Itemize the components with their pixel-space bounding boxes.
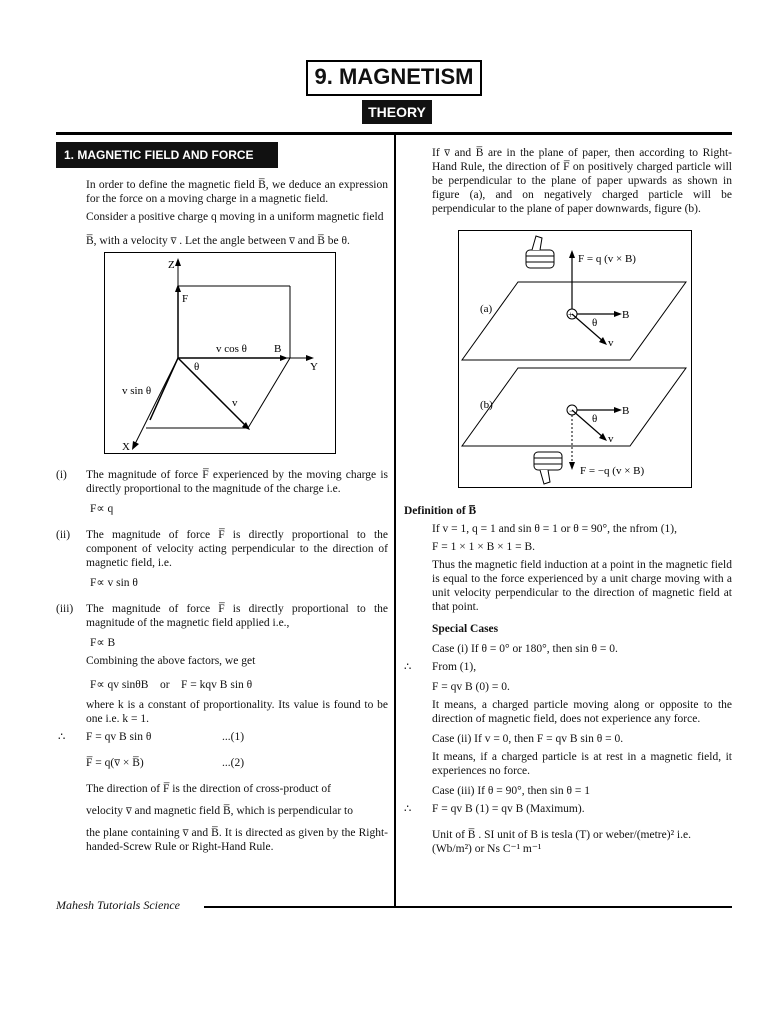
fig1-b-label: B (274, 343, 282, 355)
angle-text: B̅, with a velocity v̅ . Let the angle between v̅ and B̅ be θ. (86, 235, 350, 247)
fig2-theta-a: θ (592, 317, 598, 329)
item-i-text: The magnitude of force F̅ experienced by the moving charge is directly proportional to the magnitude of the charge i.e. (86, 469, 388, 495)
fig2-v-label-a: v (608, 337, 614, 349)
combine-text: Combining the above factors, we get (86, 655, 256, 667)
equation-1: F = qv B sin θ (86, 731, 152, 743)
fig2-b-label-a: B (622, 309, 630, 321)
combined-equation: F∝ qv sinθB or F = kqv B sin θ (90, 679, 253, 691)
item-ii-number: (ii) (56, 529, 71, 541)
case-1: Case (i) If θ = 0° or 180°, then sin θ = 0. (432, 643, 618, 655)
therefore-symbol-right: ∴ (404, 661, 412, 673)
therefore-symbol: ∴ (58, 731, 66, 743)
consider-text: Consider a positive charge q moving in a uniform magnetic field (86, 211, 384, 223)
intro-paragraph: In order to define the magnetic field B̅, we deduce an expression for the force on a moving charge in a magnetic field. (86, 179, 388, 205)
fig2-force-up-label: F = q (v × B) (578, 253, 636, 265)
fig2-theta-b: θ (592, 413, 598, 425)
force-vector-diagram (104, 252, 336, 454)
definition-line-2: F = 1 × 1 × B × 1 = B. (432, 541, 536, 553)
theory-label: THEORY (362, 100, 432, 124)
item-iii-equation: F∝ B (90, 637, 116, 649)
thumbs-down-icon (534, 452, 562, 484)
definition-paragraph: Thus the magnetic field induction at a point in the magnetic field is equal to the force experienced by a unit charge moving with a unit velocity perpendicular to the direction of magnetic field at that point. (432, 559, 732, 613)
item-ii-text: The magnitude of force F̅ is directly proportional to the component of velocity acting perpendicular to the direction of magnetic field, i.e. (86, 529, 388, 569)
item-i-number: (i) (56, 469, 67, 481)
k-constant-text: where k is a constant of proportionality. Its value is found to be one i.e. k = 1. (86, 699, 388, 725)
direction-line-1: The direction of F̅ is the direction of cross-product of (86, 783, 331, 795)
fig1-vcos-label: v cos θ (216, 343, 247, 355)
fig2-b-label: (b) (480, 399, 493, 411)
fig2-force-down-label: F = −q (v × B) (580, 465, 645, 477)
fig1-theta-label: θ (194, 361, 200, 373)
means-1-text: It means, a charged particle moving along or opposite to the direction of magnetic field, does not experience any force. (432, 699, 732, 725)
column-divider (394, 132, 396, 908)
direction-line-3: the plane containing v̅ and B̅. It is directed as given by the Right-handed-Screw Rule or Right-Hand Rule. (86, 827, 388, 853)
means-2-text: It means, if a charged particle is at rest in a magnetic field, it experiences no force. (432, 751, 732, 777)
section-heading: 1. MAGNETIC FIELD AND FORCE (56, 142, 278, 168)
fig2-minus-sign: − (569, 406, 575, 416)
fig1-x-label: X (122, 441, 130, 453)
equation-2: F̅ = q(v̅ × B̅) (86, 757, 144, 769)
fig1-v-label: v (232, 397, 238, 409)
fig1-f-label: F (182, 293, 189, 305)
item-i-equation: F∝ q (90, 503, 114, 515)
unit-text: Unit of B̅ . SI unit of B is tesla (T) or weber/(metre)² i.e. (Wb/m²) or Ns C⁻¹ m⁻¹ (432, 829, 691, 855)
from-1: From (1), (432, 661, 477, 673)
definition-line-1: If v = 1, q = 1 and sin θ = 1 or θ = 90°, the nfrom (1), (432, 523, 678, 535)
definition-heading: Definition of B̅ (404, 505, 477, 517)
footer-rule (204, 906, 732, 908)
item-iii-text: The magnitude of force F̅ is directly proportional to the magnitude of the magnetic field applied i.e., (86, 603, 388, 629)
right-hand-rule-paragraph: If v̅ and B̅ are in the plane of paper, then according to Right-Hand Rule, the direction of F̅ on positively charged particle will be perpendicular to the plane of paper upwards as shown in figure (a), and on negatively charged particle will be perpendicular to the plane of paper downwards, figure (b). (432, 147, 732, 215)
equation-1-tag: ...(1) (222, 731, 245, 743)
fig2-a-label: (a) (480, 303, 493, 315)
item-iii-number: (iii) (56, 603, 74, 615)
therefore-symbol-right-2: ∴ (404, 803, 412, 815)
fig1-y-label: Y (310, 361, 318, 373)
force-zero-equation: F = qv B (0) = 0. (432, 681, 510, 693)
fig2-b-label-b: B (622, 405, 630, 417)
thumbs-up-icon (526, 236, 554, 268)
footer-brand: Mahesh Tutorials Science (56, 898, 180, 912)
fig1-z-label: Z (168, 259, 175, 271)
fig1-vsin-label: v sin θ (122, 385, 152, 397)
fig2-plus-sign: + (568, 310, 574, 320)
case-2: Case (ii) If v = 0, then F = qv B sin θ = 0. (432, 733, 624, 745)
equation-2-tag: ...(2) (222, 757, 245, 769)
item-ii-equation: F∝ v sin θ (90, 577, 138, 589)
special-cases-heading: Special Cases (432, 623, 499, 635)
fig2-v-label-b: v (608, 433, 614, 445)
chapter-title: 9. MAGNETISM (306, 60, 482, 96)
charge-force-diagram (458, 230, 692, 488)
direction-line-2: velocity v̅ and magnetic field B̅, which is perpendicular to (86, 805, 353, 817)
case-3: Case (iii) If θ = 90°, then sin θ = 1 (432, 785, 590, 797)
force-max-equation: F = qv B (1) = qv B (Maximum). (432, 803, 585, 815)
